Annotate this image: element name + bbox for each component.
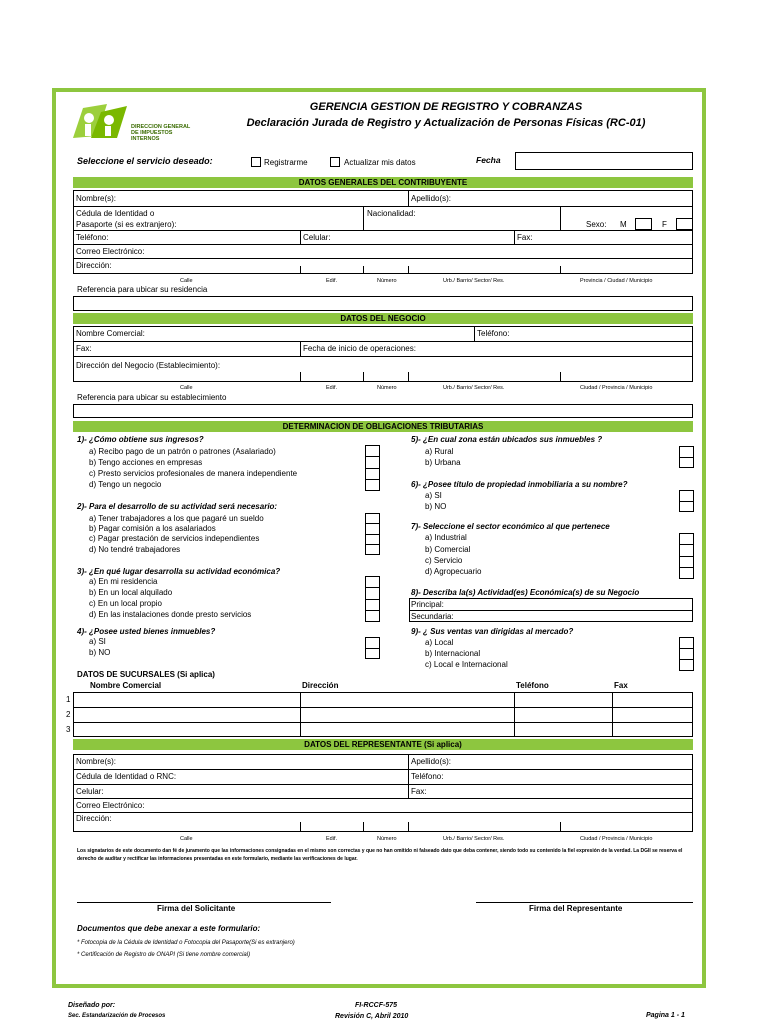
apellidos-field[interactable] [470,191,690,205]
rep-correo-label: Correo Electrónico: [76,801,145,810]
rep-sub-calle: Calle [180,836,193,842]
logo-line-3: INTERNOS [131,136,160,142]
form-title: GERENCIA GESTION DE REGISTRO Y COBRANZAS [309,101,583,113]
service-label: Seleccione el servicio deseado: [77,156,213,166]
sucursales-table[interactable] [73,692,693,737]
fecha-inicio-label: Fecha de inicio de operaciones: [303,344,416,353]
rep-telefono-label: Teléfono: [411,772,444,781]
sexo-f-label: F [662,220,667,229]
q2-option-b: b) Pagar comisión a los asalariados [89,524,216,533]
nombres-label: Nombre(s): [76,194,117,203]
cedula-label-2: Pasaporte (si es extranjero): [76,220,177,229]
rep-nombres-label: Nombre(s): [76,757,117,766]
sucursal-row-number: 2 [66,710,71,719]
q8-principal-label: Principal: [411,600,444,609]
fecha-field[interactable] [515,152,693,170]
q1-option-d: d) Tengo un negocio [89,480,162,489]
q3-option-c: c) En un local propio [89,599,162,608]
rep-apellidos-label: Apellido(s): [411,757,452,766]
sub-numero: Número [377,278,397,284]
rep-sub-numero: Número [377,836,397,842]
fecha-label: Fecha [476,155,501,165]
firma-representante-label: Firma del Representante [529,904,623,913]
q5-option-a: a) Rural [425,447,454,456]
q2-label: 2)- Para el desarrollo de su actividad será necesario: [77,502,278,511]
documento-1: * Fotocopia de la Cédula de Identidad o Fotocopia del Pasaporte(Si es extranjero) [77,940,295,946]
celular-label: Celular: [303,233,331,242]
nombre-comercial-label: Nombre Comercial: [76,329,145,338]
sucursales-col-nombre: Nombre Comercial [90,681,162,690]
sucursales-col-fax: Fax [614,681,628,690]
nombres-field[interactable] [140,191,406,205]
q9-option-c: c) Local e Internacional [425,660,508,669]
register-checkbox[interactable] [251,157,261,167]
q5-option-b: b) Urbana [425,458,461,467]
sub-calle: Calle [180,278,193,284]
neg-sub-edif: Edif. [326,385,338,391]
update-option-label: Actualizar mis datos [344,158,416,167]
sucursales-title: DATOS DE SUCURSALES (Si aplica) [77,670,215,679]
sexo-m-label: M [620,220,627,229]
q1-option-a: a) Recibo pago de un patrón o patrones (Asalariado) [89,447,276,456]
sub-prov: Provincia / Ciudad / Municipio [580,278,653,284]
footer-sec: Sec. Estandarización de Procesos [68,1013,166,1019]
rep-fax-label: Fax: [411,787,427,796]
q3-label: 3)- ¿En qué lugar desarrolla su actividad económica? [77,567,281,576]
q4-option-b: b) NO [89,648,111,657]
nacionalidad-label: Nacionalidad: [367,209,416,218]
q9-checkbox-group[interactable] [679,637,694,671]
footer-code: FI-RCCF-575 [355,1002,398,1009]
q7-option-d: d) Agropecuario [425,567,482,576]
q2-option-a: a) Tener trabajadores a los que pagaré un sueldo [89,514,264,523]
negocio-telefono-label: Teléfono: [477,329,510,338]
sub-edif: Edif. [326,278,338,284]
q2-option-d: d) No tendré trabajadores [89,545,181,554]
form-subtitle: Declaración Jurada de Registro y Actualización de Personas Físicas (RC-01) [246,117,646,129]
q6-option-b: b) NO [425,502,447,511]
negocio-fax-label: Fax: [76,344,92,353]
q3-option-d: d) En las instalaciones donde presto servicios [89,610,252,619]
documento-2: * Certificación de Registro de ONAPI (Si tiene nombre comercial) [77,952,251,958]
rep-cedula-label: Cédula de Identidad o RNC: [76,772,177,781]
q7-label: 7)- Seleccione el sector económico al que pertenece [411,522,610,531]
fax-label: Fax: [517,233,533,242]
q4-option-a: a) SI [89,637,106,646]
q3-option-b: b) En un local alquilado [89,588,173,597]
neg-sub-prov: Ciudad / Provincia / Municipio [580,385,653,391]
rep-sub-urb: Urb./ Barrio/ Sector/ Res. [443,836,505,842]
referencia-establecimiento-label: Referencia para ubicar su establecimiento [77,393,227,402]
update-checkbox[interactable] [330,157,340,167]
sucursal-row-number: 3 [66,725,71,734]
sexo-label: Sexo: [586,220,607,229]
rep-sub-prov: Ciudad / Provincia / Municipio [580,836,653,842]
q9-label: 9)- ¿ Sus ventas van dirigidas al mercado? [411,627,574,636]
footer-revision: Revisión C, Abril 2010 [335,1013,409,1020]
rep-direccion-label: Dirección: [76,814,112,823]
referencia-residencia-field[interactable] [73,296,693,311]
logo-line-2: DE IMPUESTOS [131,130,173,136]
logo-line-1: DIRECCION GENERAL [131,124,191,130]
representante-section-title: DATOS DEL REPRESENTANTE (Si aplica) [73,739,693,750]
q6-label: 6)- ¿Posee título de propiedad inmobiliaria a su nombre? [411,480,628,489]
sucursales-col-telefono: Teléfono [516,681,549,690]
rep-celular-label: Celular: [76,787,104,796]
negocio-direccion-label: Dirección del Negocio (Establecimiento): [76,361,221,370]
footer-pagina: Pagina 1 - 1 [646,1012,685,1019]
representante-data-box [73,754,693,832]
dgii-logo [69,98,193,144]
footer-disenado: Diseñado por: [68,1002,116,1009]
q9-option-b: b) Internacional [425,649,481,658]
apellidos-label: Apellido(s): [411,194,452,203]
q3-option-a: a) En mi residencia [89,577,158,586]
q2-option-c: c) Pagar prestación de servicios independientes [89,534,260,543]
sucursal-row-number: 1 [66,695,71,704]
q7-option-c: c) Servicio [425,556,463,565]
firma-solicitante-label: Firma del Solicitante [157,904,236,913]
neg-sub-calle: Calle [180,385,193,391]
q8-label: 8)- Describa la(s) Actividad(es) Económica(s) de su Negocio [411,588,640,597]
q1-label: 1)- ¿Cómo obtiene sus ingresos? [77,435,204,444]
referencia-establecimiento-field[interactable] [73,404,693,418]
negocio-data-box [73,326,693,382]
neg-sub-urb: Urb./ Barrio/ Sector/ Res. [443,385,505,391]
referencia-residencia-label: Referencia para ubicar su residencia [77,285,208,294]
register-option-label: Registrarme [264,158,308,167]
sexo-m-checkbox[interactable] [635,218,652,230]
rep-sub-edif: Edif. [326,836,338,842]
direccion-label: Dirección: [76,261,112,270]
correo-label: Correo Electrónico: [76,247,145,256]
documentos-title: Documentos que debe anexar a este formulario: [77,924,261,933]
q8-secundaria-label: Secundaria: [411,612,454,621]
q6-option-a: a) SI [425,491,442,500]
neg-sub-numero: Número [377,385,397,391]
q7-option-b: b) Comercial [425,545,471,554]
cedula-label-1: Cédula de Identidad o [76,209,155,218]
q4-label: 4)- ¿Posee usted bienes inmuebles? [77,627,216,636]
q5-label: 5)- ¿En cual zona están ubicados sus inmuebles ? [411,435,603,444]
general-section-title: DATOS GENERALES DEL CONTRIBUYENTE [73,177,693,188]
sexo-f-checkbox[interactable] [676,218,693,230]
sucursales-col-direccion: Dirección [302,681,339,690]
q1-option-b: b) Tengo acciones en empresas [89,458,203,467]
q1-option-c: c) Presto servicios profesionales de manera independiente [89,469,298,478]
negocio-section-title: DATOS DEL NEGOCIO [73,313,693,324]
telefono-label: Teléfono: [76,233,109,242]
obligaciones-section-title: DETERMINACION DE OBLIGACIONES TRIBUTARIAS [73,421,693,432]
q9-option-a: a) Local [425,638,454,647]
legal-declaration: Los signatarios de este documento dan fé de juramento que las informaciones consignadas en el mismo son correctas y que no han omitido ni falseado dato que deba contener, siendo todo su contenido la fiel expresión de la verdad. La DGII se reserva el derecho de auditar y rectificar las informaciones presentadas en este formulario, mediante las verificaciones de lugar. [77,848,683,862]
q7-option-a: a) Industrial [425,533,467,542]
sub-urb: Urb./ Barrio/ Sector/ Res. [443,278,505,284]
